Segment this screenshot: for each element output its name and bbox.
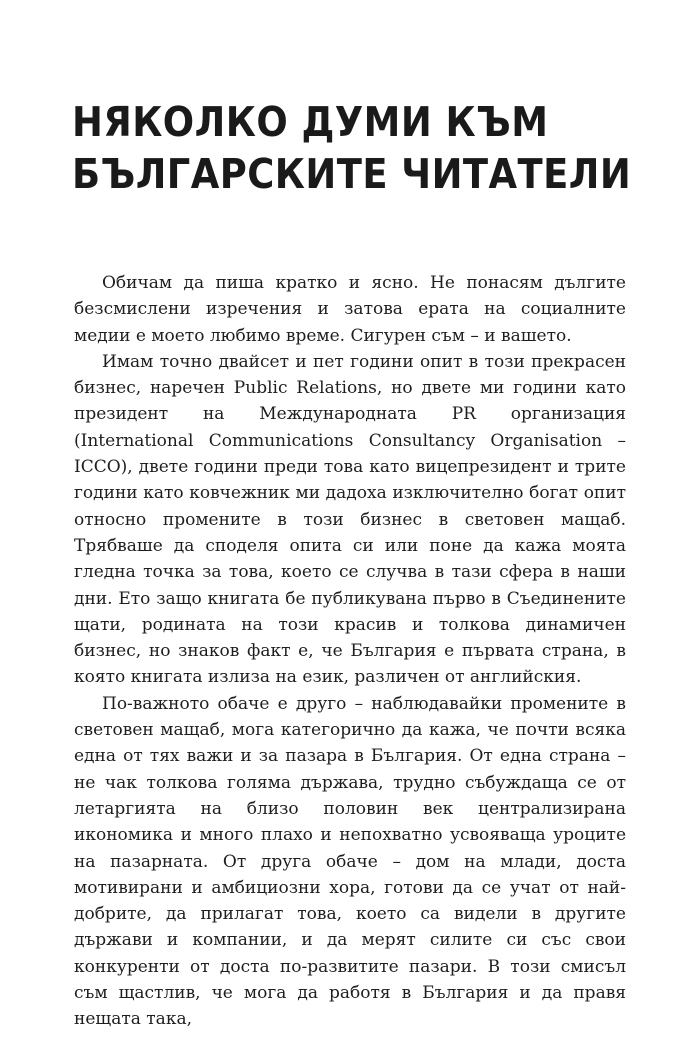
chapter-body <box>74 270 626 1033</box>
chapter-title-line-2: БЪЛГАРСКИТЕ ЧИТАТЕЛИ <box>72 150 632 198</box>
paragraph-2: Имам точно двайсет и пет години опит в този прекрасен бизнес, наречен Public Relations, но двете ми години като президент на Международната PR организация (International Communications Consultancy Organisation – ICCO), двете години преди това като вицепрезидент и трите години като ковчежник ми дадоха изключително богат опит относно промените в този бизнес в световен мащаб. Трябваше да споделя опита си или поне да кажа моята гледна точка за това, което се случва в тази сфера в наши дни. Ето защо книгата бе публикувана първо в Съединените щати, родината на този красив и толкова динамичен бизнес, но знаков факт е, че България е първата страна, в която книгата излиза на език, различен от английския. <box>74 351 626 688</box>
paragraph-3: По-важното обаче е друго – наблюдавайки промените в световен мащаб, мога категорично да кажа, че почти всяка една от тях важи и за пазара в България. От една страна – не чак толкова голяма държава, трудно събуждаща се от летаргията на близо половин век централизирана икономика и много плахо и непохватно усвояваща уроците на пазарната. От друга обаче – дом на млади, доста мотивирани и амбициозни хора, готови да се учат от най-добрите, да прилагат това, което са видели в другите държави и компании, и да мерят силите си със свои конкуренти от доста по-развитите пазари. В този смисъл съм щастлив, че мога да работя в България и да правя нещата така, <box>74 693 626 1030</box>
paragraph-1: Обичам да пиша кратко и ясно. Не понасям дългите безсмислени изречения и затова ерата на социалните медии е моето любимо време. Сигурен съм – и вашето. <box>74 273 626 346</box>
chapter-title-line-1: НЯКОЛКО ДУМИ КЪМ <box>72 98 549 146</box>
chapter-title <box>72 96 632 200</box>
